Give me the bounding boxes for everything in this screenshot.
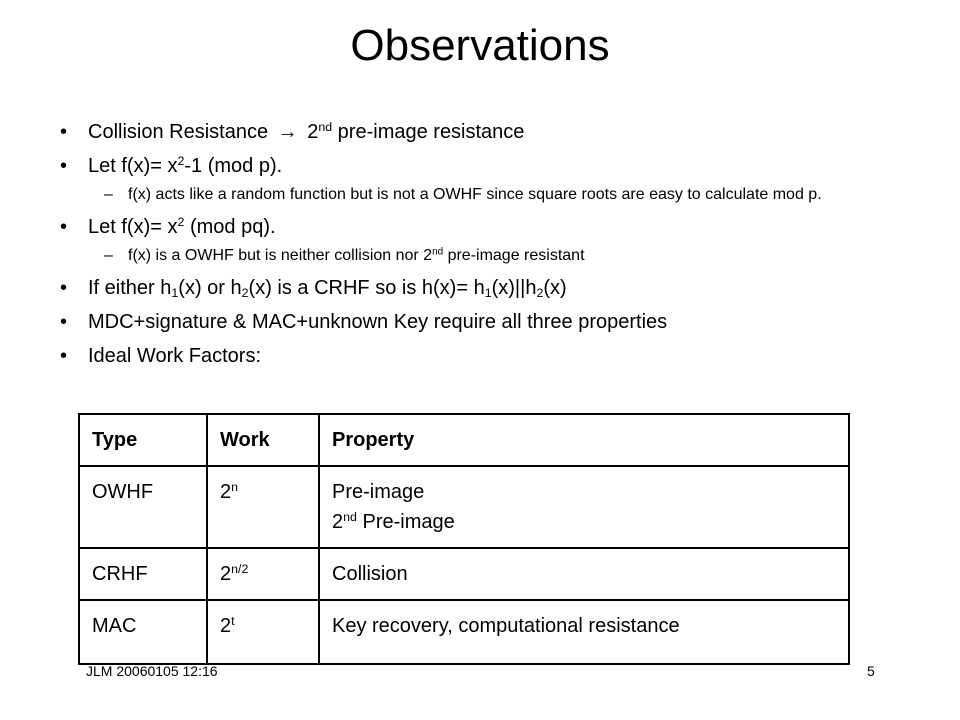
- bullet-item: [60, 308, 910, 336]
- table-header-work: Work: [207, 414, 319, 466]
- bullet-item: [60, 213, 910, 241]
- cell-type: CRHF: [79, 548, 207, 600]
- bullet-item: [60, 274, 910, 302]
- property-line: Pre-image: [332, 481, 425, 503]
- table-header-row: [79, 414, 849, 466]
- bullet-marker: •: [60, 311, 68, 333]
- cell-property: [319, 548, 849, 600]
- bullet-text: Let $f(x)= x^2-1$ (mod p).: [88, 154, 283, 177]
- table-row: [79, 600, 849, 664]
- bullet-text: Collision Resistance → 2nd pre-image resistance: [88, 120, 525, 143]
- dash-marker: –: [104, 247, 113, 264]
- bullet-item: [60, 342, 910, 370]
- table-header-property: Property: [319, 414, 849, 466]
- dash-marker: –: [104, 186, 113, 203]
- table-header-type: Type: [79, 414, 207, 466]
- footer-date: JLM 20060105 12:16: [86, 663, 218, 679]
- cell-type: MAC: [79, 600, 207, 664]
- page-number: 5: [867, 663, 875, 679]
- work-factor-table: [78, 413, 850, 665]
- sub-bullet-item: [60, 245, 910, 267]
- sub-bullet-item: [60, 184, 910, 206]
- bullet-marker: •: [60, 216, 68, 238]
- cell-property: [319, 600, 849, 664]
- cell-work: 2$^t$: [207, 600, 319, 664]
- table-row: [79, 466, 849, 548]
- bullet-marker: •: [60, 121, 68, 143]
- cell-property: [319, 466, 849, 548]
- property-line: 2nd Pre-image: [332, 510, 455, 533]
- bullet-marker: •: [60, 155, 68, 177]
- bullet-text: Ideal Work Factors:: [88, 345, 262, 367]
- cell-work: 2$^n$: [207, 466, 319, 548]
- bullet-marker: •: [60, 277, 68, 299]
- bullet-text: Let $f(x)= x^2$ (mod pq).: [88, 215, 276, 238]
- bullet-text: MDC+signature & MAC+unknown Key require all three properties: [88, 311, 668, 333]
- bullet-text: f(x) acts like a random function but is not a OWHF since square roots are easy to calculate mod p.: [128, 186, 822, 203]
- slide-title: Observations: [350, 21, 610, 70]
- bullet-text: If either $h_1(x)$ or $h_2(x)$ is a CRHF so is $h(x)= h_1(x)||h_2(x)$: [88, 277, 567, 301]
- bullet-marker: •: [60, 345, 68, 367]
- bullet-item: [60, 152, 910, 180]
- bullet-list: [60, 118, 910, 376]
- cell-type: OWHF: [79, 466, 207, 548]
- bullet-item: [60, 118, 910, 146]
- table-row: [79, 548, 849, 600]
- bullet-text: f(x) is a OWHF but is neither collision nor 2nd pre-image resistant: [128, 246, 585, 264]
- property-line: Key recovery, computational resistance: [332, 615, 680, 637]
- cell-work: $2^{n/2}$: [207, 548, 319, 600]
- property-line: Collision: [332, 563, 408, 585]
